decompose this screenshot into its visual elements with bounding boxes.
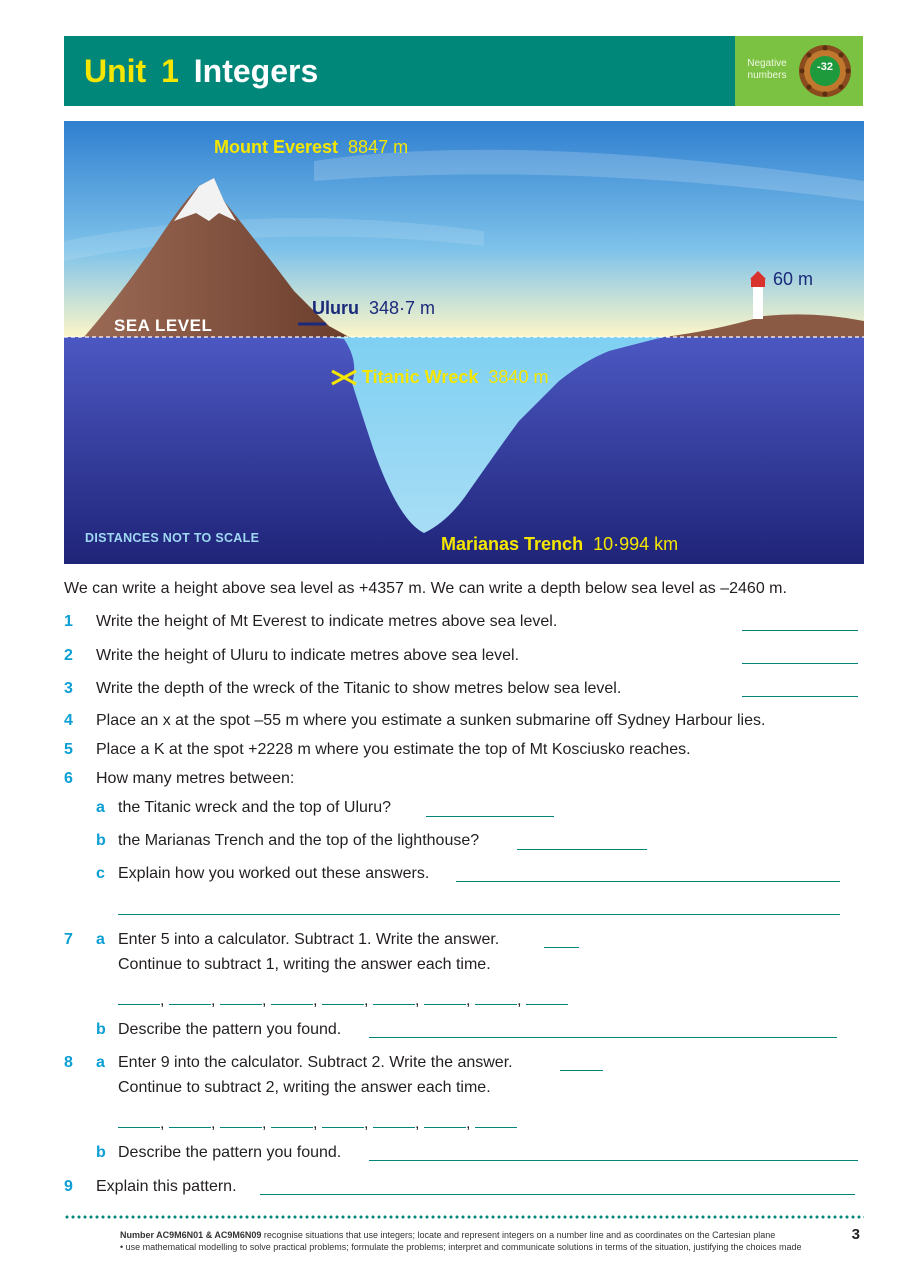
question-text: Write the height of Mt Everest to indicate metres above sea level.: [96, 613, 558, 630]
everest-name: Mount Everest: [214, 137, 339, 157]
question-number: 5: [64, 741, 73, 758]
answer-line-3[interactable]: [742, 696, 858, 697]
part-label: a: [96, 1054, 105, 1071]
question-text: Place an x at the spot –55 m where you estimate a sunken submarine off Sydney Harbour lies.: [96, 712, 766, 729]
part-label: b: [96, 1144, 106, 1161]
part-text: Continue to subtract 2, writing the answer each time.: [118, 1079, 491, 1096]
part-text: the Marianas Trench and the top of the lighthouse?: [118, 832, 480, 849]
sea-level-label: SEA LEVEL: [114, 316, 213, 335]
question-number: 7: [64, 931, 73, 948]
sea-level-illustration: [64, 121, 864, 564]
part-text: Enter 5 into a calculator. Subtract 1. Write the answer.: [118, 931, 500, 948]
part-text: Explain how you worked out these answers.: [118, 865, 430, 882]
part-label: b: [96, 832, 106, 849]
footer-line-1: [120, 1229, 840, 1241]
unit-banner: [64, 36, 863, 106]
everest-label: [214, 137, 408, 158]
uluru-name: Uluru: [312, 298, 359, 318]
part-label: b: [96, 1021, 106, 1038]
part-label: c: [96, 865, 105, 882]
uluru-value: 348·7 m: [369, 298, 436, 318]
answer-line-6c-2[interactable]: [118, 914, 840, 915]
question-text: Write the depth of the wreck of the Titanic to show metres below sea level.: [96, 680, 622, 697]
part-text: Continue to subtract 1, writing the answer each time.: [118, 956, 491, 973]
part-text: Describe the pattern you found.: [118, 1144, 342, 1161]
answer-blanks-7[interactable]: , , , , , , , ,: [118, 990, 568, 1010]
question-number: 2: [64, 647, 73, 664]
question-text: Explain this pattern.: [96, 1178, 237, 1195]
answer-line-6a[interactable]: [426, 816, 554, 817]
page-title: [84, 36, 318, 106]
titanic-label: [362, 367, 548, 388]
badge-value: -32: [817, 61, 833, 73]
question-number: 6: [64, 770, 73, 787]
page-number: 3: [851, 1226, 860, 1243]
answer-line-2[interactable]: [742, 663, 858, 664]
question-number: 9: [64, 1178, 73, 1195]
footer-text-1: recognise situations that use integers; locate and represent integers on a number line and as coordinates on the Cartesian plane: [263, 1230, 776, 1240]
answer-line-8b[interactable]: [369, 1160, 858, 1161]
question-number: 8: [64, 1054, 73, 1071]
part-label: a: [96, 931, 105, 948]
footer-text-2: • use mathematical modelling to solve practical problems; formulate the problems; interpret and communicate solutions in terms of the situation, justifying the choices made: [120, 1242, 802, 1252]
unit-title: Integers: [193, 53, 319, 89]
question-number: 3: [64, 680, 73, 697]
answer-line-6b[interactable]: [517, 849, 647, 850]
topic-badge: [735, 36, 863, 106]
lighthouse-label: 60 m: [773, 269, 814, 289]
trench-value: 10·994 km: [593, 534, 679, 554]
part-text: Enter 9 into the calculator. Subtract 2. Write the answer.: [118, 1054, 513, 1071]
uluru-label: [312, 298, 435, 319]
question-text: How many metres between:: [96, 770, 295, 787]
part-label: a: [96, 799, 105, 816]
titanic-value: 3840 m: [488, 367, 549, 387]
titanic-name: Titanic Wreck: [362, 367, 479, 387]
answer-line-9[interactable]: [260, 1194, 855, 1195]
scale-note: DISTANCES NOT TO SCALE: [85, 531, 260, 545]
unit-number: 1: [161, 53, 179, 89]
answer-line-6c-1[interactable]: [456, 881, 840, 882]
question-text: Write the height of Uluru to indicate metres above sea level.: [96, 647, 520, 664]
part-text: the Titanic wreck and the top of Uluru?: [118, 799, 392, 816]
intro-text: We can write a height above sea level as +4357 m. We can write a depth below sea level as –2460 m.: [64, 580, 787, 597]
trench-name: Marianas Trench: [441, 534, 584, 554]
answer-line-8a[interactable]: [560, 1070, 603, 1071]
badge-label: Negative numbers: [747, 58, 787, 81]
footer-divider: [64, 1215, 864, 1219]
part-text: Describe the pattern you found.: [118, 1021, 342, 1038]
answer-blanks-8[interactable]: , , , , , , ,: [118, 1113, 517, 1133]
everest-value: 8847 m: [348, 137, 409, 157]
answer-line-7a[interactable]: [544, 947, 579, 948]
question-number: 4: [64, 712, 73, 729]
answer-line-7b[interactable]: [369, 1037, 837, 1038]
question-number: 1: [64, 613, 73, 630]
trench-label: [441, 534, 678, 555]
answer-line-1[interactable]: [742, 630, 858, 631]
curriculum-footer: [120, 1229, 840, 1253]
question-text: Place a K at the spot +2228 m where you estimate the top of Mt Kosciusko reaches.: [96, 741, 691, 758]
unit-label: Unit: [84, 53, 147, 89]
curriculum-codes: Number AC9M6N01 & AC9M6N09: [120, 1230, 262, 1240]
